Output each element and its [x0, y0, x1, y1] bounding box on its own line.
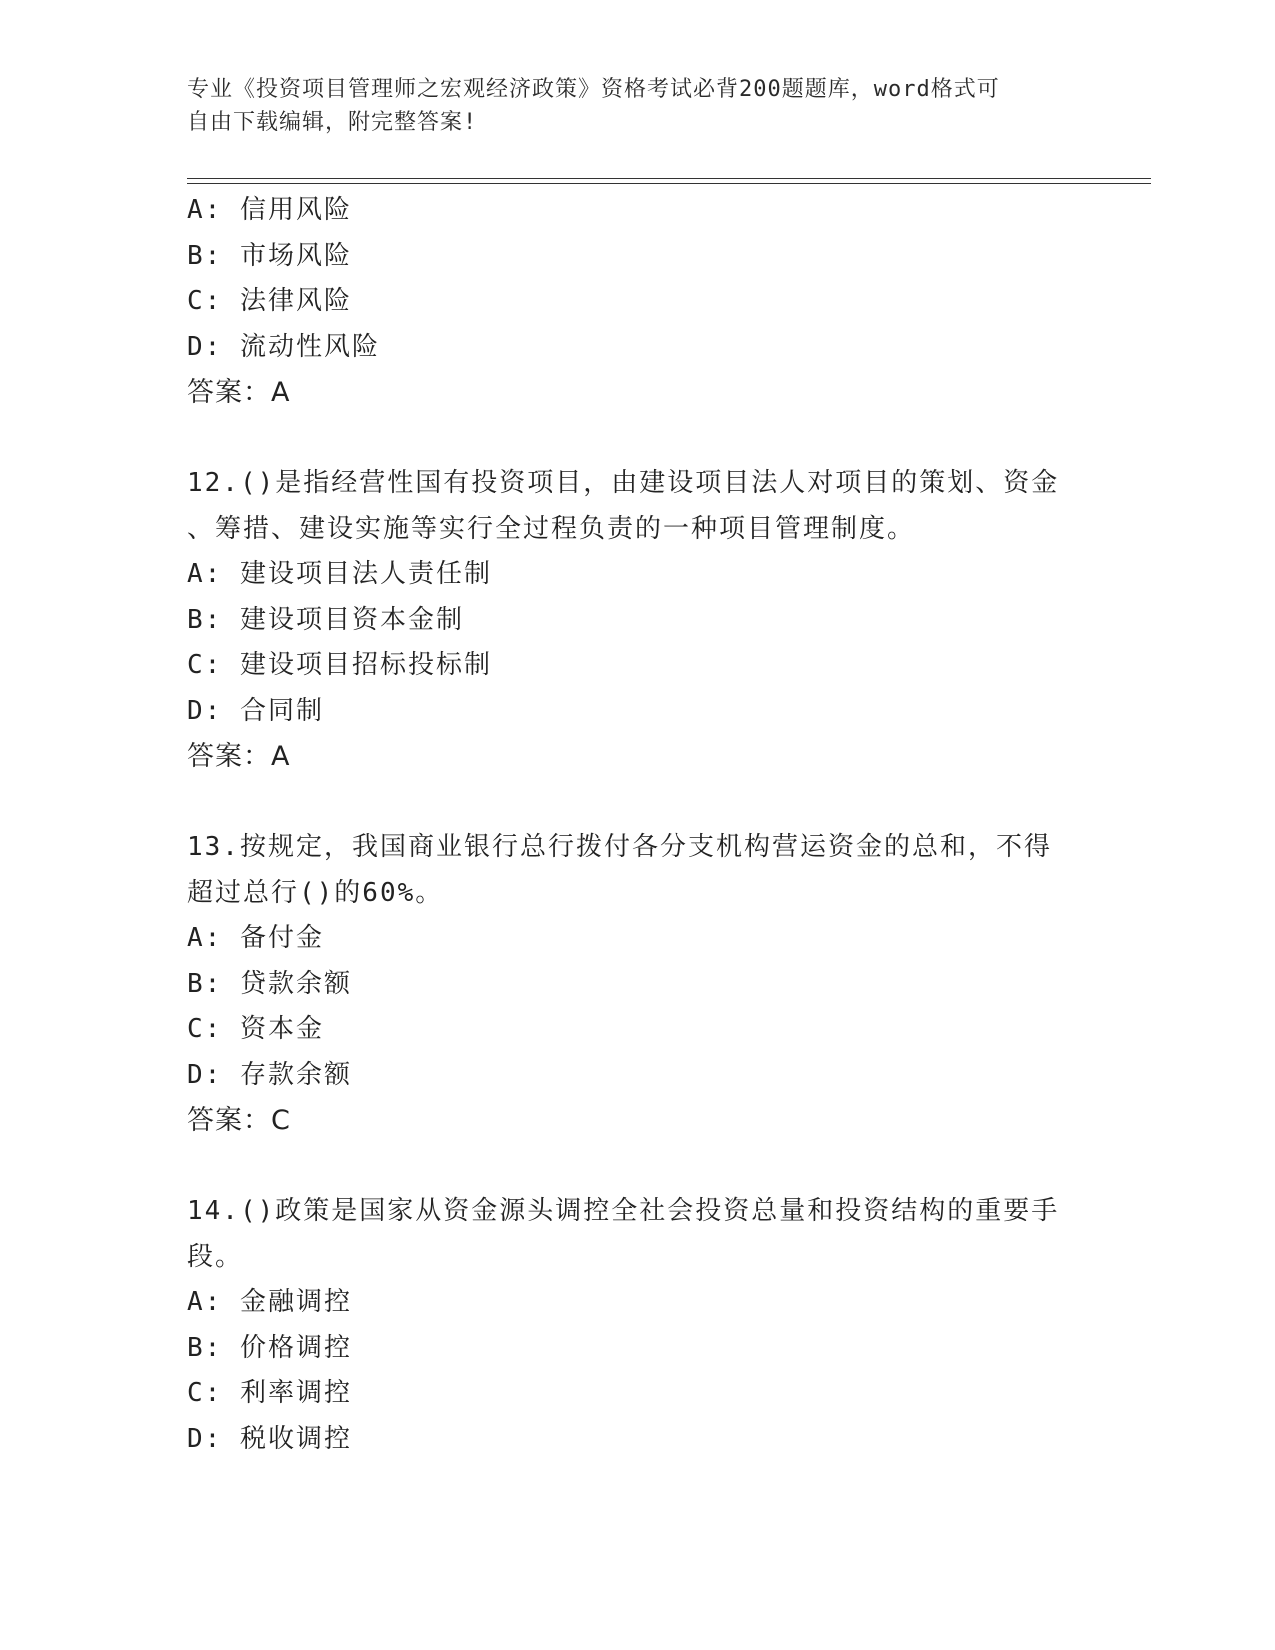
- option-d: D: 税收调控: [187, 1423, 352, 1454]
- option-a: A: 金融调控: [187, 1287, 352, 1317]
- question-list: [187, 188, 1087, 1462]
- option-b: B: 价格调控: [187, 1332, 352, 1363]
- option-c: C: 利率调控: [187, 1378, 352, 1408]
- document-header: [187, 73, 1087, 139]
- question-line-1: 14.()政策是国家从资金源头调控全社会投资总量和投资结构的重要手: [187, 1196, 1060, 1226]
- option-c: C: 建设项目招标投标制: [187, 650, 492, 680]
- option-d: D: 存款余额: [187, 1059, 352, 1090]
- answer-line: 答案：A: [187, 741, 291, 772]
- option-d: D: 流动性风险: [187, 331, 380, 362]
- question-block-12: [187, 461, 1087, 779]
- option-a: A: 建设项目法人责任制: [187, 559, 492, 589]
- option-a: A: 信用风险: [187, 195, 352, 225]
- question-line-2: 超过总行()的60%。: [187, 877, 444, 908]
- option-b: B: 建设项目资本金制: [187, 604, 464, 635]
- answer-line: 答案：A: [187, 377, 291, 408]
- spacer: [187, 779, 1087, 825]
- question-line-1: 12.()是指经营性国有投资项目，由建设项目法人对项目的策划、资金: [187, 468, 1060, 498]
- option-b: B: 贷款余额: [187, 968, 352, 999]
- question-line-2: 段。: [187, 1241, 244, 1272]
- option-c: C: 资本金: [187, 1014, 324, 1044]
- header-rule-top: [187, 178, 1151, 179]
- question-block-13: [187, 825, 1087, 1143]
- question-line-1: 13.按规定，我国商业银行总行拨付各分支机构营运资金的总和，不得: [187, 832, 1052, 862]
- option-d: D: 合同制: [187, 695, 324, 726]
- header-line-1: 专业《投资项目管理师之宏观经济政策》资格考试必背200题题库，word格式可: [187, 77, 1000, 102]
- option-b: B: 市场风险: [187, 240, 352, 271]
- spacer: [187, 1143, 1087, 1189]
- question-block-14: [187, 1189, 1087, 1462]
- header-line-2: 自由下载编辑，附完整答案!: [187, 110, 478, 135]
- question-text: [187, 825, 1067, 916]
- question-block-11: [187, 188, 1087, 415]
- option-c: C: 法律风险: [187, 286, 352, 316]
- question-line-2: 、筹措、建设实施等实行全过程负责的一种项目管理制度。: [187, 513, 916, 544]
- header-rule-bottom: [187, 183, 1151, 184]
- spacer: [187, 415, 1087, 461]
- question-text: [187, 1189, 1067, 1280]
- question-text: [187, 461, 1067, 552]
- answer-line: 答案：C: [187, 1105, 291, 1136]
- option-a: A: 备付金: [187, 923, 324, 953]
